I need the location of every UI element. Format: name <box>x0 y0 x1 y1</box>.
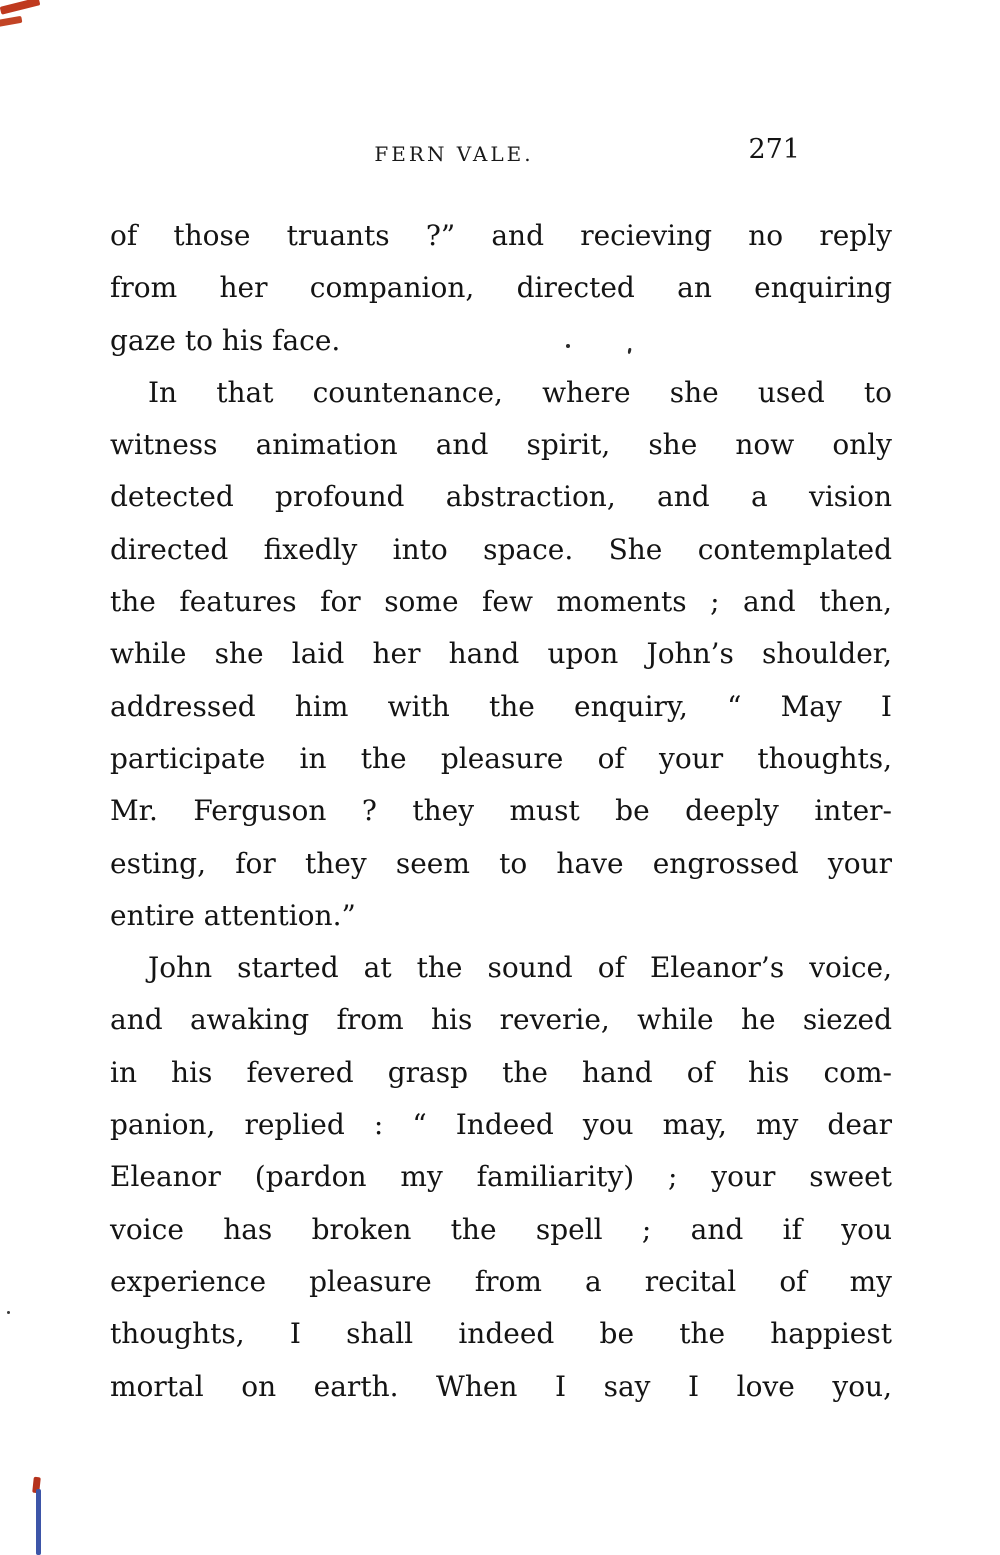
body-line: detected profound abstraction, and a vision <box>110 480 892 514</box>
paragraph <box>110 367 892 942</box>
body-line: experience pleasure from a recital of my <box>110 1264 892 1298</box>
body-line: esting, for they seem to have engrossed your <box>110 846 892 880</box>
paragraph <box>110 942 892 1413</box>
scan-artifact-blue-mark <box>36 1489 41 1555</box>
body-line: In that countenance, where she used to <box>148 375 892 409</box>
body-line: from her companion, directed an enquiring <box>110 271 892 305</box>
scan-artifact-red-mark <box>0 0 40 15</box>
body-line: in his fevered grasp the hand of his com- <box>110 1055 892 1089</box>
body-line: John started at the sound of Eleanor’s voice, <box>148 951 892 985</box>
page-number: 271 <box>748 134 800 165</box>
running-title: FERN VALE. <box>374 142 534 166</box>
body-line: Eleanor (pardon my familiarity) ; your sweet <box>110 1160 892 1194</box>
body-line: gaze to his face. <box>110 323 341 357</box>
body-line: mortal on earth. When I say I love you, <box>110 1369 892 1403</box>
body-line: panion, replied : “ Indeed you may, my dear <box>110 1108 892 1142</box>
body-line: voice has broken the spell ; and if you <box>110 1212 892 1246</box>
body-line: while she laid her hand upon John’s shoulder, <box>110 637 892 671</box>
body-line: addressed him with the enquiry, “ May I <box>110 689 892 723</box>
body-line: witness animation and spirit, she now only <box>110 428 892 462</box>
body-line: participate in the pleasure of your thoughts, <box>110 741 892 775</box>
body-text <box>110 210 892 1413</box>
body-line: entire attention.” <box>110 898 356 932</box>
body-line: thoughts, I shall indeed be the happiest <box>110 1317 892 1351</box>
body-line: and awaking from his reverie, while he siezed <box>110 1003 892 1037</box>
body-line: the features for some few moments ; and then, <box>110 585 892 619</box>
body-line: of those truants ?” and recieving no reply <box>110 219 892 252</box>
scan-speck <box>7 1311 10 1314</box>
body-line: directed fixedly into space. She contemplated <box>110 532 892 566</box>
paragraph <box>110 210 892 367</box>
scan-artifact-red-mark <box>0 16 22 27</box>
page-header <box>110 134 890 178</box>
body-line: Mr. Ferguson ? they must be deeply inter- <box>110 794 892 828</box>
